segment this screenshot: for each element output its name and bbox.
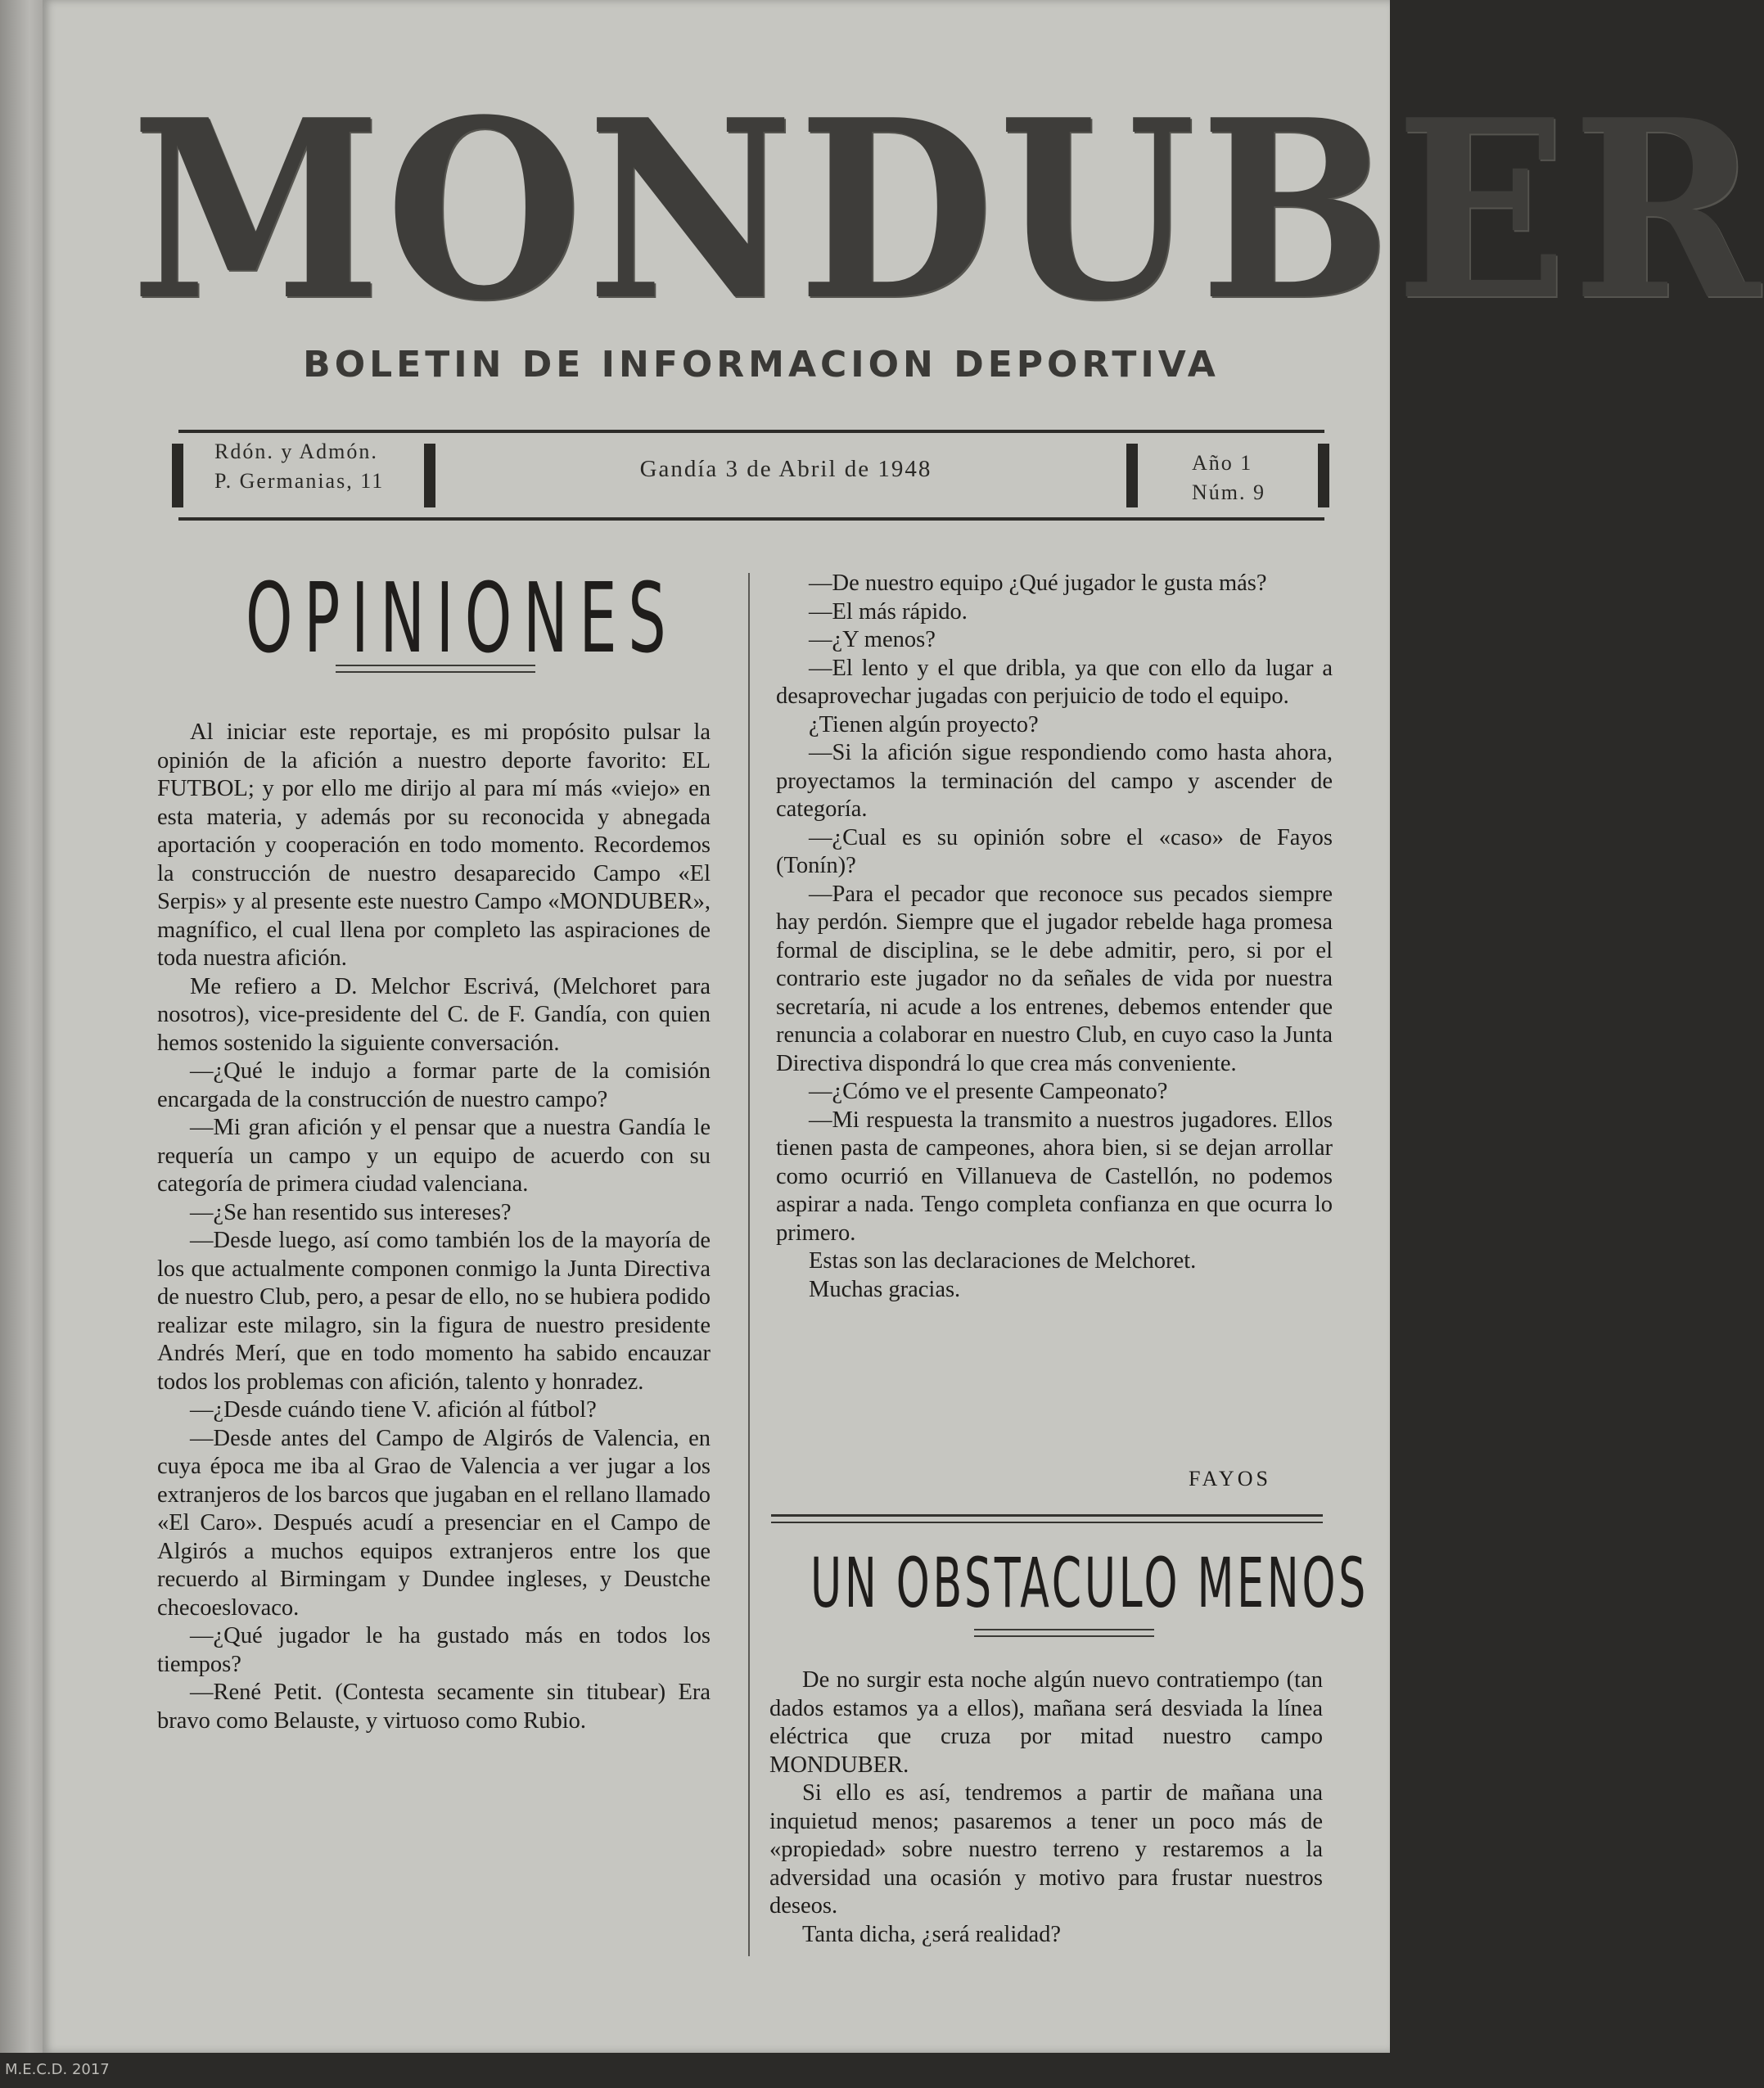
- info-bar-mark: [1126, 444, 1138, 507]
- paragraph: Tanta dicha, ¿será realidad?: [802, 1921, 1062, 1947]
- paragraph: —Mi respuesta la transmito a nuestros jugadores. Ellos tienen pasta de campeones, ahora bien, si se dejan arrollar como ocurrió en Villanueva de Castellón, no podemos aspirar a nada. Tengo completa confianza en que ocurra lo primero.: [776, 1107, 1333, 1246]
- paragraph: —¿Cual es su opinión sobre el «caso» de Fayos (Tonín)?: [776, 824, 1333, 878]
- article-title-obstaculo: UN OBSTACULO MENOS: [810, 1543, 1369, 1623]
- info-bar-mark: [172, 444, 183, 507]
- paragraph: —¿Qué jugador le ha gustado más en todos los tiempos?: [157, 1623, 711, 1677]
- paragraph: Me refiero a D. Melchor Escrivá, (Melchoret para nosotros), vice-presidente del C. de F. Gandía, con quien hemos sostenido la siguiente conversación.: [157, 973, 711, 1056]
- paragraph: —René Petit. (Contesta secamente sin titubear) Era bravo como Belauste, y virtuoso como Rubio.: [157, 1680, 711, 1734]
- article-opiniones-left-column: [157, 719, 711, 1735]
- paragraph: —¿Desde cuándo tiene V. afición al fútbol?: [190, 1397, 597, 1423]
- date-line: Gandía 3 de Abril de 1948: [639, 456, 932, 482]
- address-block: [214, 437, 384, 496]
- paragraph: —El lento y el que dribla, ya que con ello da lugar a desaprovechar jugadas con perjuicio de todo el equipo.: [776, 655, 1333, 709]
- article-opiniones-right-column: [776, 570, 1333, 1304]
- paragraph: —¿Se han resentido sus intereses?: [190, 1199, 512, 1225]
- info-bar-mark: [424, 444, 435, 507]
- info-rule-top: [178, 430, 1324, 433]
- masthead-title: MONDUBER: [131, 65, 1764, 354]
- article-title-opiniones: OPINIONES: [246, 561, 678, 674]
- title-underline: [336, 665, 535, 673]
- article-signature: FAYOS: [1189, 1467, 1271, 1490]
- paragraph: —Desde luego, así como también los de la mayoría de los que actualmente componen conmigo la Junta Directiva de nuestro Club, pero, a pesar de ello, no se hubiera podido realizar este milagro, sin la figura de nuestro presidente Andrés Merí, que en todo momento ha sabido encauzar todos los problemas con afición, talento y honradez.: [157, 1228, 711, 1395]
- article-obstaculo-body: [769, 1666, 1323, 1949]
- paragraph: —Desde antes del Campo de Algirós de Valencia, en cuya época me iba al Grao de Valencia a ver jugar a los extranjeros de los barcos que jugaban en el rellano llamado «El Caro». Después acudí a presenciar en el Campo de Algirós a muchos equipos extranjeros entre los que recuerdo al Birmingam y Dundee ingleses, y Deustche checoeslovaco.: [157, 1425, 711, 1621]
- paragraph: Muchas gracias.: [809, 1276, 961, 1302]
- paragraph: ¿Tienen algún proyecto?: [809, 711, 1039, 737]
- watermark: M.E.C.D. 2017: [5, 2061, 110, 2078]
- paragraph: —¿Y menos?: [809, 627, 936, 652]
- info-bar-mark: [1318, 444, 1329, 507]
- paragraph: —Para el pecador que reconoce sus pecados siempre hay perdón. Siempre que el jugador rebelde haga promesa formal de disciplina, se le debe admitir, pero, si por el contrario este jugador no da señales de vida por nuestra secretaría, ni acude a los entrenes, debemos entender que renuncia a colaborar en nuestro Club, en cuyo caso la Junta Directiva dispondrá lo que crea más conveniente.: [776, 881, 1333, 1076]
- paragraph: De no surgir esta noche algún nuevo contratiempo (tan dados estamos ya a ellos), mañana será desviada la línea eléctrica que cruza por mitad nuestro campo MONDUBER.: [769, 1667, 1323, 1778]
- paragraph: —¿Cómo ve el presente Campeonato?: [809, 1079, 1168, 1104]
- paragraph: —¿Qué le indujo a formar parte de la comisión encargada de la construcción de nuestro campo?: [157, 1058, 711, 1112]
- page-edge: [0, 0, 43, 2053]
- info-rule-bottom: [178, 517, 1324, 521]
- paragraph: Estas son las declaraciones de Melchoret.: [809, 1248, 1197, 1274]
- paragraph: Al iniciar este reportaje, es mi propósito pulsar la opinión de la afición a nuestro deporte favorito: EL FUTBOL; y por ello me dirijo al para mí más «viejo» en esta materia, y además por su reconocida y abnegada aportación y cooperación en todo momento. Recordemos la construcción de nuestro desaparecido Campo «El Serpis» y al presente este nuestro Campo «MONDUBER», magnífico, el cual llena por completo las aspiraciones de toda nuestra afición.: [157, 719, 711, 971]
- address-line-1: Rdón. y Admón.: [214, 440, 378, 463]
- masthead-subtitle: BOLETIN DE INFORMACION DEPORTIVA: [303, 344, 1220, 386]
- title-underline: [974, 1629, 1154, 1637]
- paragraph: —El más rápido.: [809, 598, 968, 625]
- paragraph: —Mi gran afición y el pensar que a nuestra Gandía le requería un campo y un equipo de acuerdo con su categoría de primera ciudad valenciana.: [157, 1115, 711, 1197]
- issue-year: Año 1: [1192, 451, 1253, 475]
- column-separator: [748, 573, 750, 1956]
- paragraph: —Si la afición sigue respondiendo como hasta ahora, proyectamos la terminación del campo y ascender de categoría.: [776, 740, 1333, 822]
- issue-block: [1192, 449, 1265, 507]
- issue-number: Núm. 9: [1192, 480, 1265, 504]
- paragraph: Si ello es así, tendremos a partir de mañana una inquietud menos; pasaremos a tener un poco más de «propiedad» sobre nuestro terreno y restaremos a la adversidad una ocasión y motivo para frustar nuestros deseos.: [769, 1780, 1323, 1919]
- paragraph: —De nuestro equipo ¿Qué jugador le gusta más?: [809, 570, 1267, 596]
- section-divider: [771, 1514, 1323, 1523]
- address-line-2: P. Germanias, 11: [214, 469, 385, 493]
